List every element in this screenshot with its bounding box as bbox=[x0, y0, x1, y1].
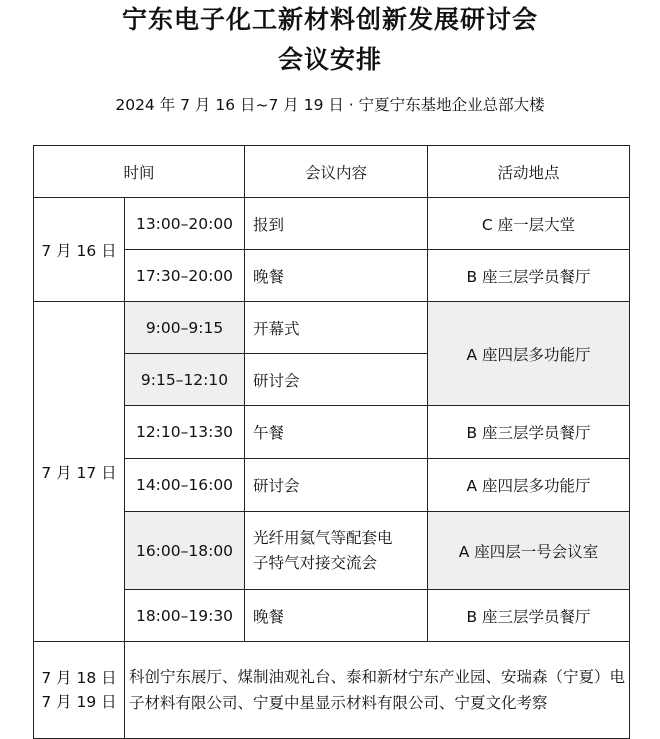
place-cell: A 座四层多功能厅 bbox=[428, 459, 630, 512]
date-cell bbox=[34, 642, 125, 739]
place-cell: B 座三层学员餐厅 bbox=[428, 590, 630, 642]
header-row bbox=[34, 146, 630, 198]
place-cell: C 座一层大堂 bbox=[428, 198, 630, 250]
date-line: 7 月 19 日 bbox=[41, 693, 117, 711]
activity-summary: 科创宁东展厅、煤制油观礼台、泰和新材宁东产业园、安瑞森（宁夏）电子材料有限公司、宁夏中星显示材料有限公司、宁夏文化考察 bbox=[125, 642, 630, 739]
date-line: 7 月 18 日 bbox=[41, 669, 117, 687]
page-title: 宁东电子化工新材料创新发展研讨会 bbox=[121, 5, 538, 34]
date-cell: 7 月 17 日 bbox=[34, 302, 125, 642]
time-cell: 13:00–20:00 bbox=[125, 198, 245, 250]
content-cell bbox=[245, 512, 428, 590]
time-cell: 9:15–12:10 bbox=[125, 354, 245, 406]
page-subtitle-title: 会议安排 bbox=[277, 45, 382, 74]
place-cell: A 座四层一号会议室 bbox=[428, 512, 630, 590]
place-cell: B 座三层学员餐厅 bbox=[428, 406, 630, 459]
time-cell: 14:00–16:00 bbox=[125, 459, 245, 512]
content-line: 子特气对接交流会 bbox=[253, 553, 378, 572]
schedule-table bbox=[33, 145, 630, 739]
place-cell-merged: A 座四层多功能厅 bbox=[428, 302, 630, 406]
table-row bbox=[34, 302, 630, 354]
place-cell: B 座三层学员餐厅 bbox=[428, 250, 630, 302]
content-cell: 研讨会 bbox=[245, 354, 428, 406]
content-cell: 开幕式 bbox=[245, 302, 428, 354]
table-row bbox=[34, 198, 630, 250]
content-cell: 晚餐 bbox=[245, 250, 428, 302]
header-content: 会议内容 bbox=[245, 146, 428, 198]
content-cell: 研讨会 bbox=[245, 459, 428, 512]
time-cell: 17:30–20:00 bbox=[125, 250, 245, 302]
table-row bbox=[34, 642, 630, 739]
content-cell: 午餐 bbox=[245, 406, 428, 459]
date-cell: 7 月 16 日 bbox=[34, 198, 125, 302]
header-time: 时间 bbox=[34, 146, 245, 198]
content-line: 光纤用氦气等配套电 bbox=[253, 528, 393, 547]
time-cell: 9:00–9:15 bbox=[125, 302, 245, 354]
event-date-location: 2024 年 7 月 16 日~7 月 19 日 · 宁夏宁东基地企业总部大楼 bbox=[115, 96, 545, 114]
time-cell: 18:00–19:30 bbox=[125, 590, 245, 642]
content-cell: 晚餐 bbox=[245, 590, 428, 642]
content-cell: 报到 bbox=[245, 198, 428, 250]
time-cell: 16:00–18:00 bbox=[125, 512, 245, 590]
header-place: 活动地点 bbox=[428, 146, 630, 198]
time-cell: 12:10–13:30 bbox=[125, 406, 245, 459]
